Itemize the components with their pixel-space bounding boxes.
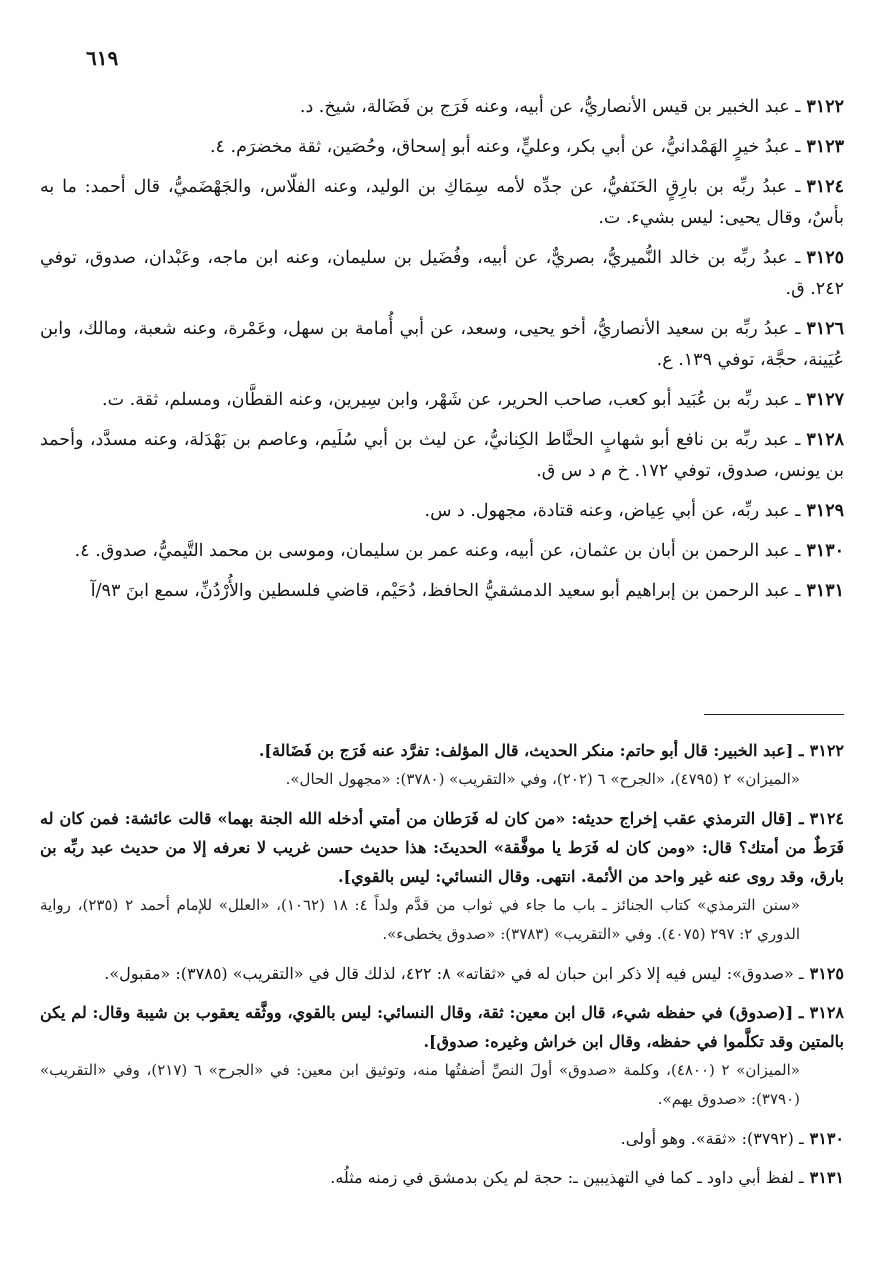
entry-text: ـ عبدُ ربِّه بن بارِقٍ الحَنَفيُّ، عن جدِّه لأمه سِمَاكِ بن الوليد، وعنه الفلّاس، والجَهْضَميُّ، قال أحمد: ما به بأسٌ، وقال يحيى: ليس بشيء. ت. — [40, 177, 844, 228]
footnote-body — [40, 804, 844, 891]
entry-number: ٣١٢٦ — [806, 319, 844, 339]
footnotes — [40, 736, 844, 1202]
footnote — [40, 959, 844, 988]
footnote-text: ـ «صدوق»: ليس فيه إلا ذكر ابن حبان له في «ثقاته» ٨: ٤٢٢، لذلك قال في «التقريب» (٣٧٨٥): «مقبول». — [104, 964, 804, 983]
footnote-body — [40, 998, 844, 1056]
entry-number: ٣١٢٤ — [806, 177, 844, 197]
footnote-number: ٣١٢٤ — [809, 809, 844, 828]
footnote-text: ـ (٣٧٩٢): «ثقة». وهو أولى. — [620, 1129, 804, 1148]
entry-text: ـ عبدُ ربِّه بن سعيد الأنصاريُّ، أخو يحيى، وسعد، عن أبي أُمامة بن سهل، وعَمْرة، وعنه شعبة، ومالك، وابن عُيَينة، حجَّة، توفي ١٣٩. ع. — [40, 319, 844, 370]
footnote — [40, 1163, 844, 1192]
entry — [40, 496, 844, 527]
footnote — [40, 736, 844, 794]
footnote-number: ٣١٢٢ — [809, 741, 844, 760]
entry-number: ٣١٢٩ — [806, 501, 844, 521]
footnote-source: «سنن الترمذي» كتاب الجنائز ـ باب ما جاء في ثواب من قدَّم ولداً ٤: ١٨ (١٠٦٢)، «العلل» للإمام أحمد ٢ (٢٣٥)، رواية الدوري ٢: ٢٩٧ (٤٠٧٥). وفي «التقريب» (٣٧٨٣): «صدوق يخطىء». — [40, 896, 800, 943]
footnote-text: ـ [عبد الخبير: قال أبو حاتم: منكر الحديث، قال المؤلف: تفرَّد عنه فَرَج بن فَضَالة]. — [258, 741, 804, 760]
footnote-text: ـ [قال الترمذي عقب إخراج حديثه: «من كان له فَرَطان من أمتي أدخله الله الجنة بهما» قالت عائشة: فمن كان له فَرَطٌ من أمتك؟ قال: «ومن كان له فَرَط يا موفَّقة» الحديثَ: هذا حديث حسن غريب لا نعرفه إلا من حديث عبد ربِّه بن بارق، وقد روى عنه غير واحد من الأئمة. انتهى. وقال النسائي: ليس بالقوي]. — [40, 809, 844, 886]
entry-text: ـ عبد ربِّه، عن أبي عِياض، وعنه قتادة، مجهول. د س. — [424, 501, 801, 521]
main-text — [40, 92, 844, 616]
entry-text: ـ عبدُ ربِّه بن خالد النُّميريُّ، بصريٌّ، عن أبيه، وفُضَيل بن سليمان، وعنه ابن ماجه، وعَبْدان، صدوق، توفي ٢٤٢. ق. — [40, 248, 844, 299]
entry — [40, 576, 844, 607]
entry — [40, 536, 844, 567]
footnote-text: ـ لفظ أبي داود ـ كما في التهذيبين ـ: حجة لم يكن بدمشق في زمنه مثلُه. — [330, 1168, 804, 1187]
entry-number: ٣١٢٨ — [806, 430, 844, 450]
footnote-body — [40, 736, 844, 765]
footnote-number: ٣١٣٠ — [809, 1129, 844, 1148]
footnote — [40, 998, 844, 1114]
footnote-number: ٣١٢٨ — [809, 1003, 844, 1022]
entry-text: ـ عبد الرحمن بن أبان بن عثمان، عن أبيه، وعنه عمر بن سليمان، وموسى بن محمد التَّيميُّ، صدوق. ٤. — [74, 541, 801, 561]
entry-number: ٣١٢٧ — [806, 390, 844, 410]
footnote-number: ٣١٣١ — [809, 1168, 844, 1187]
entry-text: ـ عبد ربِّه بن عُبَيد أبو كعب، صاحب الحرير، عن شَهْر، وابن سِيرين، وعنه القطَّان، ومسلم، ثقة. ت. — [102, 390, 801, 410]
entry-text: ـ عبد ربِّه بن نافع أبو شهابٍ الحنَّاط الكِنانيُّ، عن ليث بن أبي سُلَيم، وعاصم بن بَهْدَلة، وعنه مسدَّد، وأحمد بن يونس، صدوق، توفي ١٧٢. خ م د س ق. — [40, 430, 844, 481]
page-number: ٦١٩ — [86, 46, 119, 70]
entry-number: ٣١٢٥ — [806, 248, 844, 268]
entry — [40, 385, 844, 416]
entry — [40, 92, 844, 123]
footnote — [40, 804, 844, 949]
footnote-body — [40, 959, 844, 988]
entry — [40, 425, 844, 487]
footnote-separator — [704, 714, 844, 715]
footnote-source: «الميزان» ٢ (٤٧٩٥)، «الجرح» ٦ (٢٠٢)، وفي «التقريب» (٣٧٨٠): «مجهول الحال». — [285, 770, 800, 788]
entry-text: ـ عبد الخبير بن قيس الأنصاريُّ، عن أبيه، وعنه فَرَج بن فَضَالة، شيخ. د. — [299, 97, 801, 117]
footnote-source: «الميزان» ٢ (٤٨٠٠)، وكلمة «صدوق» أولَ النصِّ أضفتُها منه، وتوثيق ابن معين: في «الجرح» ٦ (٢١٧)، وفي «التقريب» (٣٧٩٠): «صدوق يهم». — [40, 1061, 800, 1108]
footnote-text: ـ [(صدوق) في حفظه شيء، قال ابن معين: ثقة، وقال النسائي: ليس بالقوي، ووثَّقه يعقوب بن شيبة وقال: لم يكن بالمتين وقد تكلَّموا في حفظه، وقال ابن خراش وغيره: صدوق]. — [40, 1003, 844, 1051]
footnote-body — [40, 1124, 844, 1153]
entry-text: ـ عبدُ خيرٍ الهَمْدانيُّ، عن أبي بكر، وعليٍّ، وعنه أبو إسحاق، وحُصَين، ثقة مخضرَم. ٤. — [209, 137, 801, 157]
entry-number: ٣١٢٣ — [806, 137, 844, 157]
entry-number: ٣١٢٢ — [806, 97, 844, 117]
entry-number: ٣١٣٠ — [806, 541, 844, 561]
entry — [40, 314, 844, 376]
entry — [40, 132, 844, 163]
entry-number: ٣١٣١ — [806, 581, 844, 601]
entry — [40, 172, 844, 234]
footnote-number: ٣١٢٥ — [809, 964, 844, 983]
entry — [40, 243, 844, 305]
entry-text: ـ عبد الرحمن بن إبراهيم أبو سعيد الدمشقيُّ الحافظ، دُحَيْم، قاضي فلسطين والأُرْدُنِّ، سمع ابنَ ٩٣/آ — [90, 581, 801, 601]
footnote — [40, 1124, 844, 1153]
footnote-body — [40, 1163, 844, 1192]
